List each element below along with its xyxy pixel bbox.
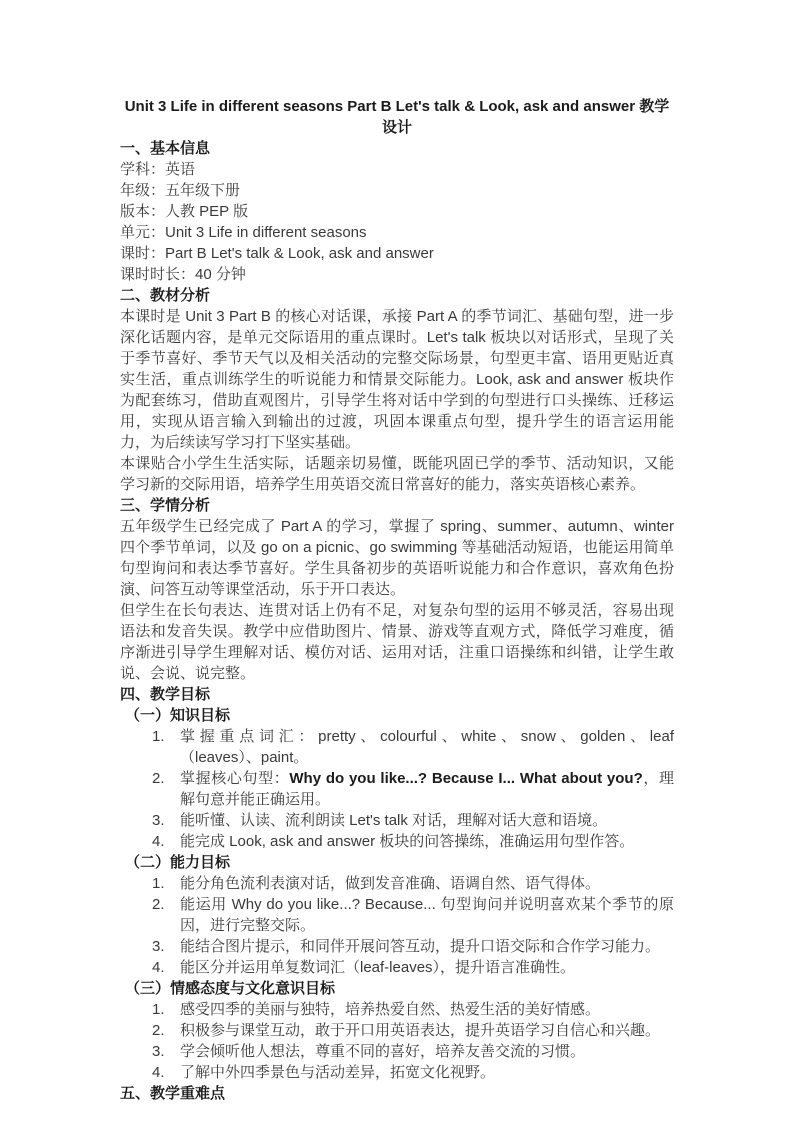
list-number: 3. [152,938,165,955]
goal-item [120,1041,674,1062]
subsection-heading-ability-goals: （二）能力目标 [125,854,231,871]
list-number: 4. [152,959,165,976]
goal-text: 掌握重点词汇：pretty、colourful、white、snow、golden、leaf（leaves）、paint。 [180,728,674,766]
list-number: 3. [152,1043,165,1060]
section-heading-material-analysis: 二、教材分析 [120,287,211,304]
goal-text-prefix: 掌握核心句型： [180,770,290,787]
goal-item [120,1062,674,1083]
ability-goal-list [120,873,674,978]
emotion-goal-list [120,999,674,1083]
info-line-duration: 课时时长：40 分钟 [120,266,246,283]
goal-item [120,873,674,894]
goal-item [120,768,674,810]
list-number: 3. [152,812,165,829]
subsection-heading-emotion-goals: （三）情感态度与文化意识目标 [125,980,336,997]
info-line-grade: 年级：五年级下册 [120,182,241,199]
goal-text: 能听懂、认读、流利朗读 Let's talk 对话，理解对话大意和语境。 [180,812,608,829]
goal-item [120,999,674,1020]
knowledge-goal-list [120,726,674,852]
learner-analysis-paragraph-1: 五年级学生已经完成了 Part A 的学习，掌握了 spring、summer、autumn、winter 四个季节单词，以及 go on a picnic、go swimming 等基础活动短语，也能运用简单句型询问和表达季节喜好。学生具备初步的英语听说能力和合作意识，喜欢角色扮演、问答互动等课堂活动，乐于开口表达。 [120,518,674,598]
info-line-lesson: 课时：Part B Let's talk & Look, ask and answer [120,245,434,262]
list-number: 4. [152,1064,165,1081]
list-number: 2. [152,1022,165,1039]
section-heading-learner-analysis: 三、学情分析 [120,497,211,514]
goal-text: 能分角色流利表演对话，做到发音准确、语调自然、语气得体。 [180,875,601,892]
goal-item [120,726,674,768]
info-line-edition: 版本：人教 PEP 版 [120,203,249,220]
goal-item [120,1020,674,1041]
goal-text: 感受四季的美丽与独特，培养热爱自然、热爱生活的美好情感。 [180,1001,601,1018]
section-heading-key-points: 五、教学重难点 [120,1085,226,1102]
material-analysis-paragraph-1: 本课时是 Unit 3 Part B 的核心对话课，承接 Part A 的季节词汇、基础句型，进一步深化话题内容，是单元交际语用的重点课时。Let's talk 板块以对话形式，呈现了关于季节喜好、季节天气以及相关活动的完整交际场景，句型更丰富、语用更贴近真实生活，重点训练学生的听说能力和情景交际能力。Look, ask and answer 板块作为配套练习，借助直观图片，引导学生将对话中学到的句型进行口头操练、迁移运用，实现从语言输入到输出的过渡，巩固本课重点句型，提升学生的语言运用能力，为后续读写学习打下坚实基础。 [120,308,674,451]
list-number: 1. [152,728,165,745]
goal-text-suffix: ，理解句意并能正确运用。 [180,770,674,808]
document-body [120,96,674,1104]
goal-item [120,936,674,957]
goal-text: 能运用 Why do you like...? Because... 句型询问并说明喜欢某个季节的原因，进行完整交际。 [180,896,674,934]
subsection-heading-knowledge-goals: （一）知识目标 [125,707,231,724]
document-title: Unit 3 Life in different seasons Part B Let's talk & Look, ask and answer 教学设计 [124,98,670,136]
section-heading-teaching-goals: 四、教学目标 [120,686,211,703]
info-line-unit: 单元：Unit 3 Life in different seasons [120,224,367,241]
goal-text: 能区分并运用单复数词汇（leaf-leaves），提升语言准确性。 [180,959,576,976]
goal-text: 能结合图片提示，和同伴开展问答互动，提升口语交际和合作学习能力。 [180,938,661,955]
goal-key-sentence: Why do you like...? Because I... What about you? [289,770,643,787]
goal-item [120,894,674,936]
learner-analysis-paragraph-2: 但学生在长句表达、连贯对话上仍有不足，对复杂句型的运用不够灵活，容易出现语法和发音失误。教学中应借助图片、情景、游戏等直观方式，降低学习难度，循序渐进引导学生理解对话、模仿对话、运用对话，注重口语操练和纠错，让学生敢说、会说、说完整。 [120,602,674,682]
goal-text: 学会倾听他人想法，尊重不同的喜好，培养友善交流的习惯。 [180,1043,586,1060]
list-number: 2. [152,896,165,913]
list-number: 2. [152,770,165,787]
list-number: 4. [152,833,165,850]
list-number: 1. [152,875,165,892]
goal-text: 积极参与课堂互动，敢于开口用英语表达，提升英语学习自信心和兴趣。 [180,1022,661,1039]
info-line-subject: 学科：英语 [120,161,196,178]
material-analysis-paragraph-2: 本课贴合小学生生活实际，话题亲切易懂，既能巩固已学的季节、活动知识，又能学习新的交际用语，培养学生用英语交流日常喜好的能力，落实英语核心素养。 [120,455,674,493]
goal-item [120,831,674,852]
section-heading-basic-info: 一、基本信息 [120,140,211,157]
goal-item [120,810,674,831]
goal-text: 能完成 Look, ask and answer 板块的问答操练，准确运用句型作答。 [180,833,635,850]
goal-text: 了解中外四季景色与活动差异，拓宽文化视野。 [180,1064,496,1081]
list-number: 1. [152,1001,165,1018]
goal-item [120,957,674,978]
